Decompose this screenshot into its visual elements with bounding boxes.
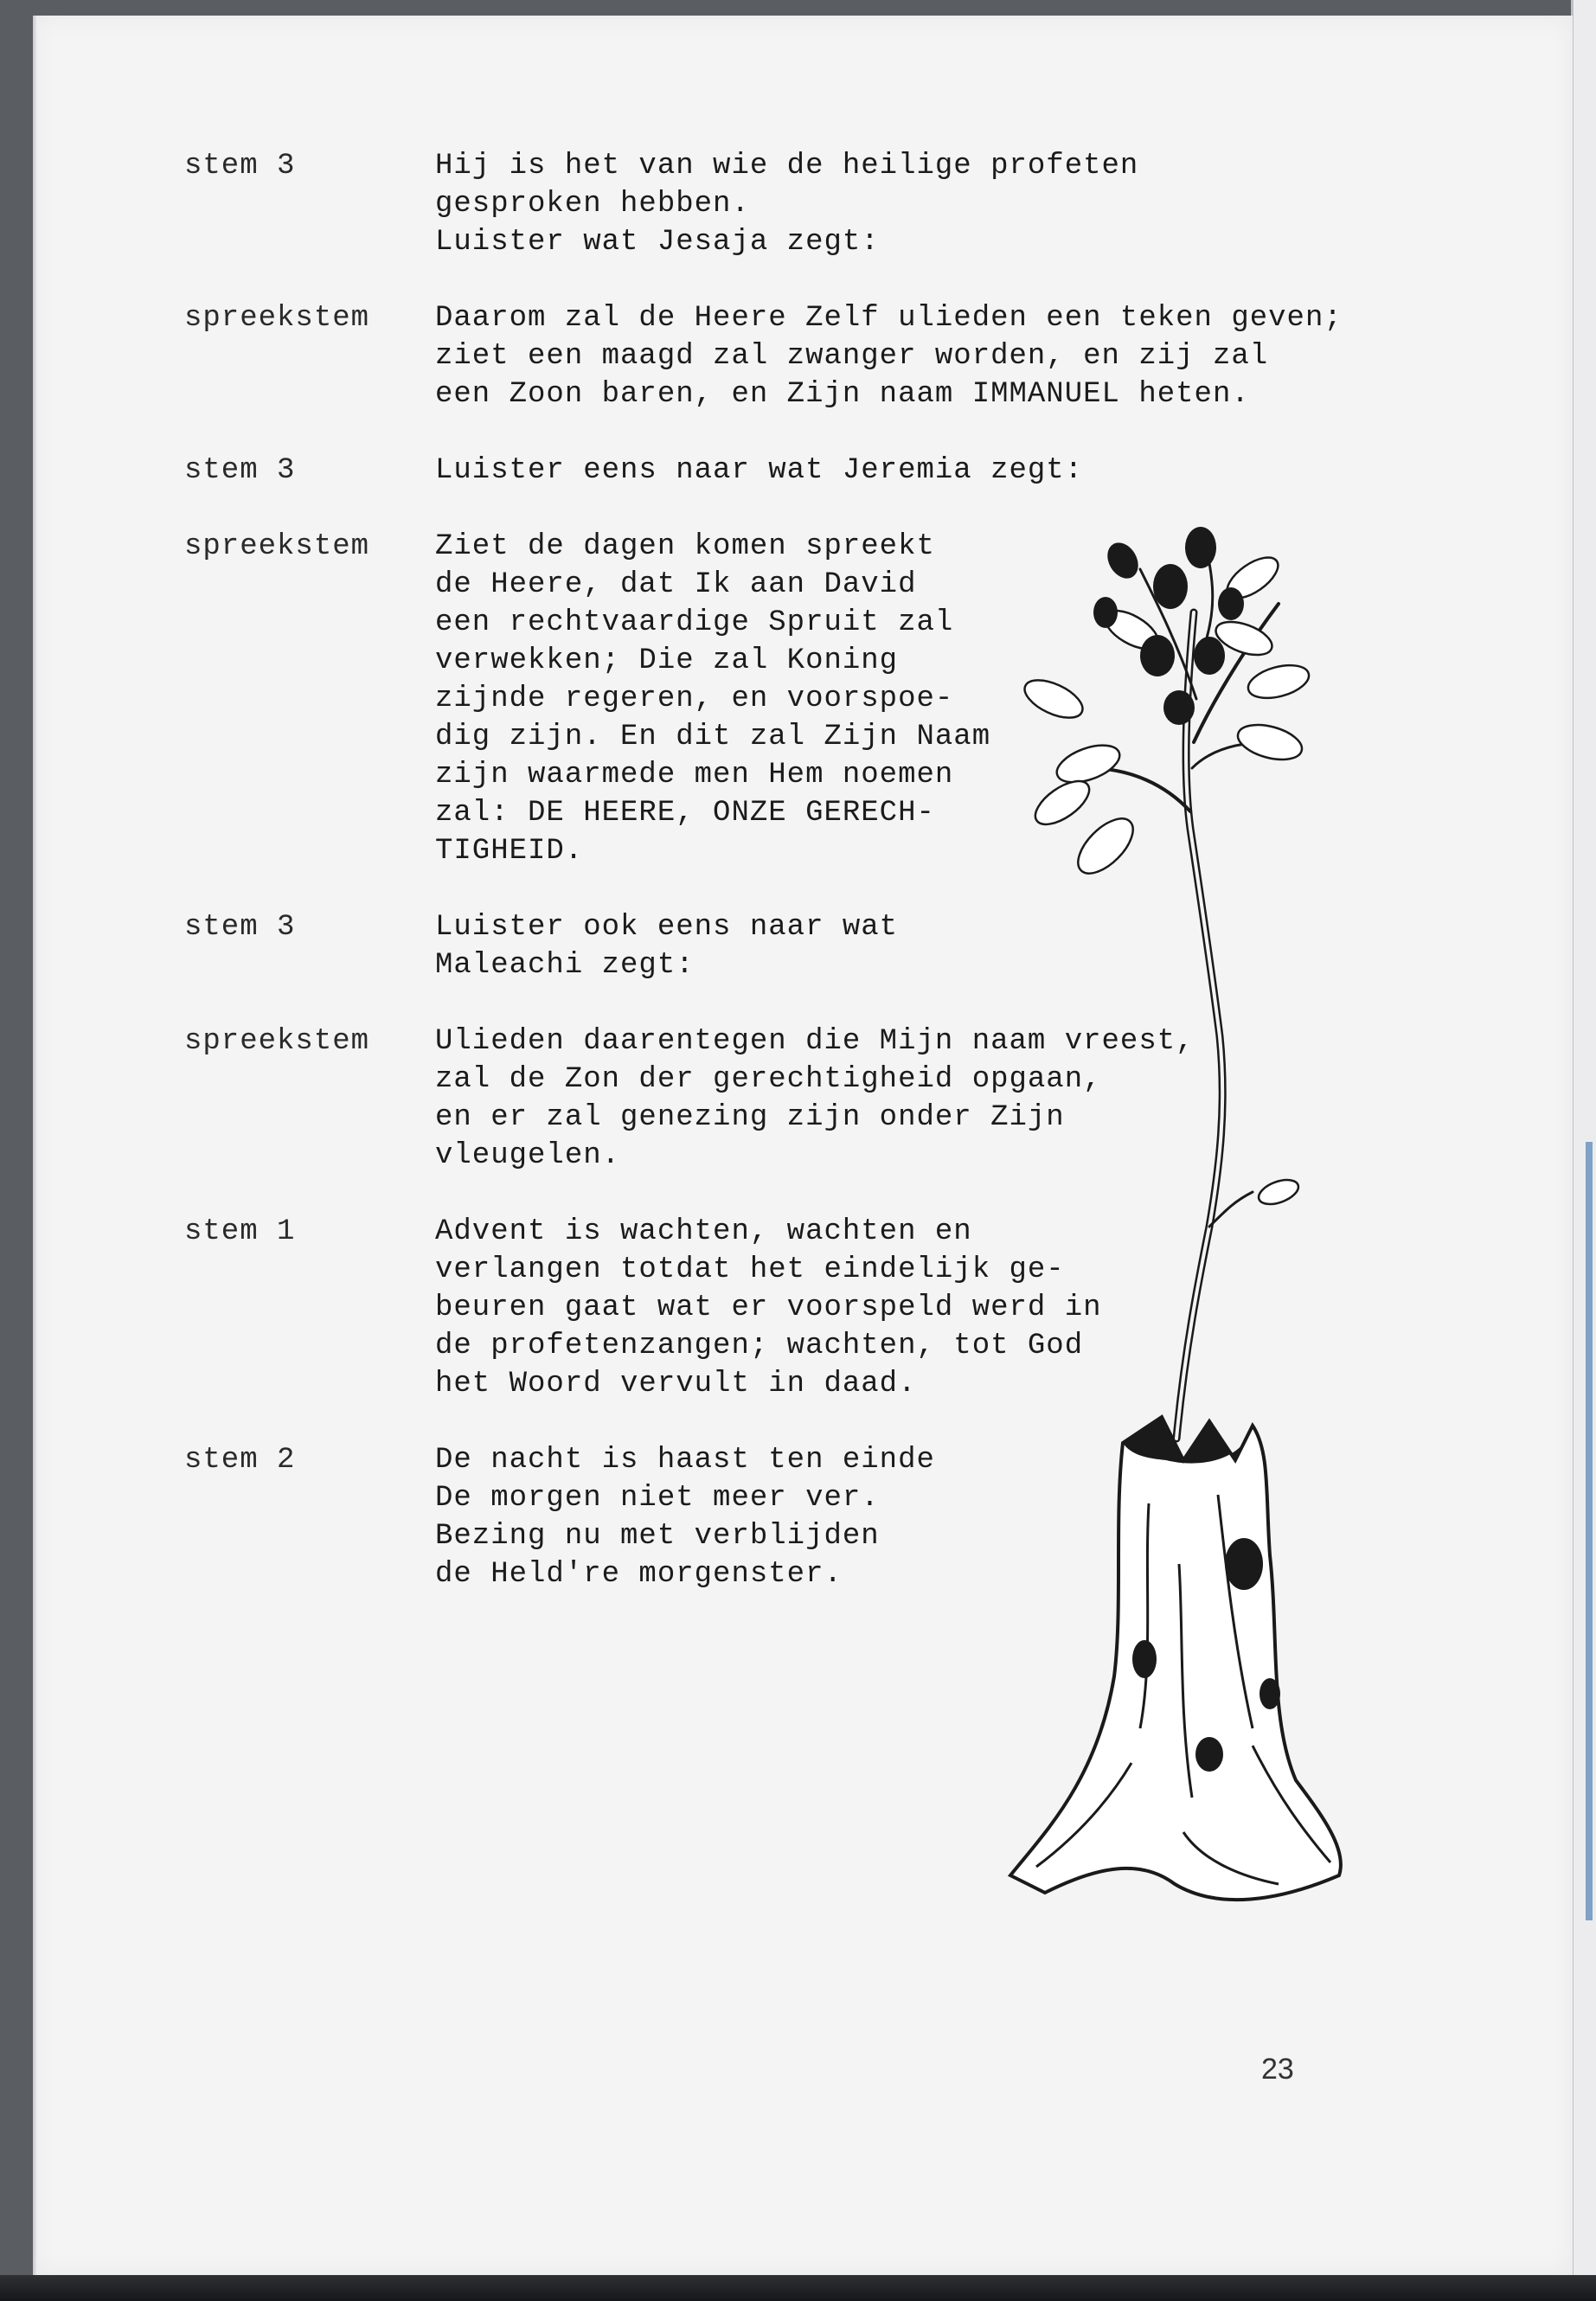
text-line: De morgen niet meer ver. — [435, 1482, 880, 1515]
speaker-label: spreekstem — [184, 302, 370, 335]
text-line: een Zoon baren, en Zijn naam IMMANUEL heten. — [435, 378, 1250, 411]
text-line: TIGHEID. — [435, 835, 584, 868]
text-line: en er zal genezing zijn onder Zijn — [435, 1101, 1065, 1134]
speaker-label: stem 3 — [184, 150, 296, 183]
speaker-label: spreekstem — [184, 1025, 370, 1058]
page-edge-tab — [1586, 1142, 1593, 1920]
text-line: de Held're morgenster. — [435, 1558, 843, 1591]
text-line: de profetenzangen; wachten, tot God — [435, 1330, 1084, 1362]
text-line: vleugelen. — [435, 1139, 621, 1172]
page-number: 23 — [1261, 2053, 1294, 2086]
scan-bottom-edge — [0, 2275, 1596, 2301]
text-line: dig zijn. En dit zal Zijn Naam — [435, 721, 991, 753]
page-right-edge — [1571, 0, 1596, 2301]
speaker-label: stem 3 — [184, 454, 296, 487]
text-line: de Heere, dat Ik aan David — [435, 568, 917, 601]
text-line: De nacht is haast ten einde — [435, 1444, 935, 1477]
text-line: Bezing nu met verblijden — [435, 1520, 880, 1553]
text-line: beuren gaat wat er voorspeld werd in — [435, 1292, 1102, 1324]
text-line: Hij is het van wie de heilige profeten — [435, 150, 1139, 183]
text-line: Luister wat Jesaja zegt: — [435, 226, 880, 259]
text-line: Daarom zal de Heere Zelf ulieden een teken geven; — [435, 302, 1343, 335]
text-line: ziet een maagd zal zwanger worden, en zij zal — [435, 340, 1269, 373]
text-line: Luister ook eens naar wat — [435, 911, 899, 944]
text-line: zijn waarmede men Hem noemen — [435, 759, 954, 792]
text-line: Ziet de dagen komen spreekt — [435, 530, 935, 563]
tree-sprout-illustration — [993, 483, 1365, 1919]
text-line: verwekken; Die zal Koning — [435, 644, 899, 677]
text-line: Luister eens naar wat Jeremia zegt: — [435, 454, 1084, 487]
text-line: verlangen totdat het eindelijk ge- — [435, 1253, 1065, 1286]
speaker-label: stem 1 — [184, 1215, 296, 1248]
text-line: zal: DE HEERE, ONZE GERECH- — [435, 797, 935, 830]
speaker-label: stem 2 — [184, 1444, 296, 1477]
speaker-label: stem 3 — [184, 911, 296, 944]
text-line: zijnde regeren, en voorspoe- — [435, 683, 954, 715]
text-line: het Woord vervult in daad. — [435, 1368, 917, 1400]
text-line: gesproken hebben. — [435, 188, 750, 221]
speaker-label: spreekstem — [184, 530, 370, 563]
text-line: Advent is wachten, wachten en — [435, 1215, 972, 1248]
text-line: zal de Zon der gerechtigheid opgaan, — [435, 1063, 1102, 1096]
text-line: Ulieden daarentegen die Mijn naam vreest, — [435, 1025, 1195, 1058]
text-line: Maleachi zegt: — [435, 949, 695, 982]
text-line: een rechtvaardige Spruit zal — [435, 606, 954, 639]
book-page — [33, 16, 1573, 2275]
